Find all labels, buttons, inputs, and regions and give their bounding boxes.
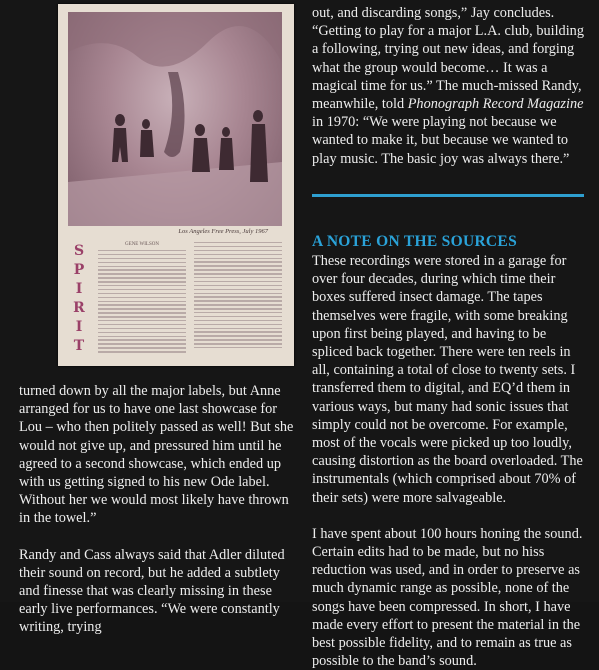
newspaper-clipping bbox=[58, 4, 294, 366]
section-divider bbox=[312, 194, 584, 197]
sources-text bbox=[312, 252, 588, 670]
left-column-text bbox=[19, 382, 296, 637]
article-text-block bbox=[98, 242, 284, 360]
left-paragraph-2: Randy and Cass always said that Adler diluted their sound on record, but he added a subtlety and finesse that was clearly missing in these early live performances. “We were constantly writing, trying bbox=[19, 546, 285, 636]
section-heading: A NOTE ON THE SOURCES bbox=[312, 233, 517, 250]
photo-caption: Los Angeles Free Press, July 1967 bbox=[178, 228, 268, 235]
right-column-text-top bbox=[312, 4, 586, 168]
left-paragraph-1: turned down by all the major labels, but Anne arranged for us to have one last showcase for Lou – who then politely passed as well! But she would not give up, and pressured him until he agreed to a second showcase, which ended up with us getting signed to his new Ode label. Without her we would most likely have thrown in the towel.” bbox=[19, 383, 294, 527]
article-column-2 bbox=[194, 242, 282, 351]
spirit-logo-text: SPIRIT bbox=[73, 243, 85, 354]
right-paragraph-1 bbox=[312, 4, 586, 168]
article-column-1 bbox=[98, 242, 186, 355]
right-paragraph-1-part1: out, and discarding songs,” Jay concludes. “Getting to play for a major L.A. club, building a following, trying out new ideas, and forging what the group would become… It was a magical time for us.” The much-missed Randy, meanwhile, told bbox=[312, 5, 584, 113]
article-byline: GENE WILSON bbox=[125, 242, 159, 247]
sources-paragraph-2: I have spent about 100 hours honing the sound. Certain edits had to be made, but no hiss reduction was used, and in order to preserve as much dynamic range as possible, none of the songs have been compressed. In short, I have made every effort to present the material in the best possible fidelity, and to remain as true as possible to the band’s sound. bbox=[312, 525, 583, 670]
sources-paragraph-1: These recordings were stored in a garage for over four decades, during which time their boxes suffered insect damage. The tapes themselves were fragile, with some breaking upon first being played, and having to be spliced back together. There were ten reels in all, containing a total of close to twenty sets. I transferred them to digital, and EQ’d them in various ways, but many had sonic issues that simply could not be overcome. For example, most of the vocals were picked up too loudly, causing distortion as the board overloaded. The instrumentals (which comprised about 70% of their sets) were more salvageable. bbox=[312, 253, 583, 506]
band-photo bbox=[68, 12, 282, 226]
band-photo-icon bbox=[68, 12, 282, 226]
spirit-logo bbox=[70, 242, 88, 356]
magazine-title: Phonograph Record Magazine bbox=[407, 96, 584, 113]
right-paragraph-1-part2: in 1970: “We were playing not because we wanted to make it, but because we wanted to play music. The basic joy was always there.” bbox=[312, 114, 570, 167]
